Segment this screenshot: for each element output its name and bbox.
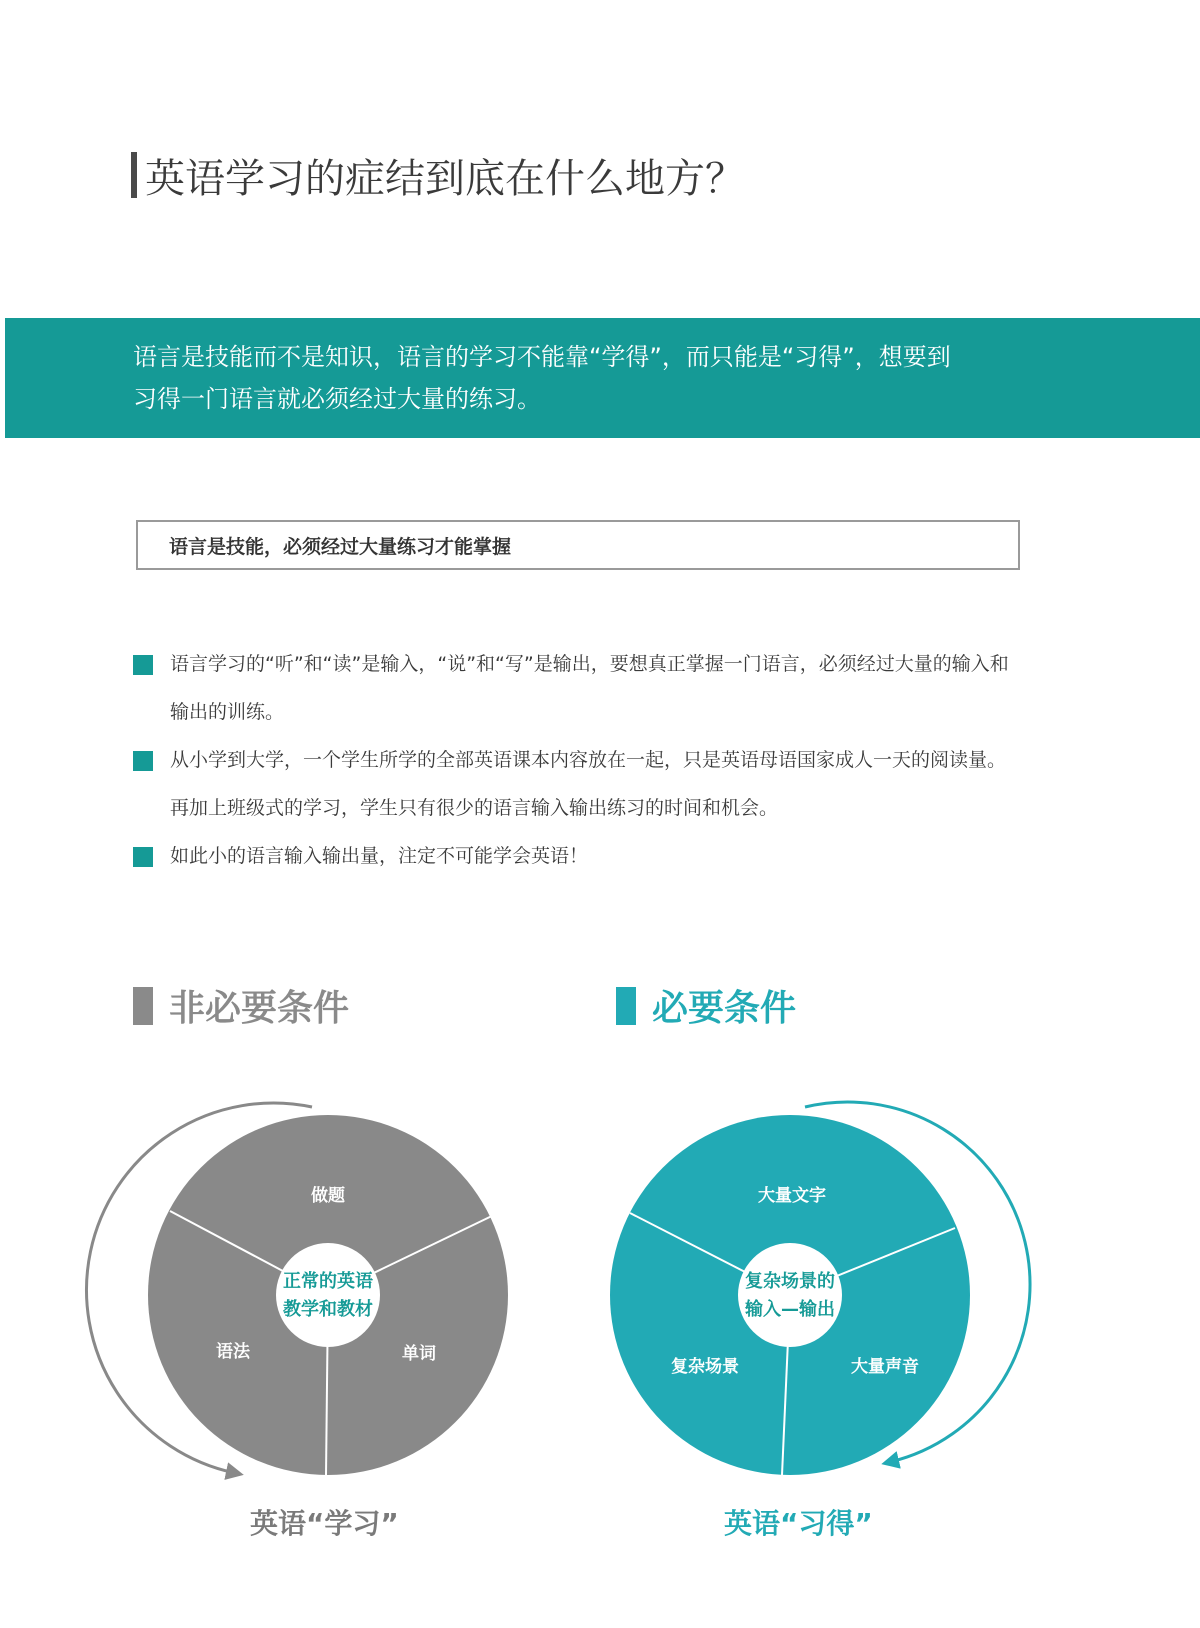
- boxed-heading-text: 语言是技能，必须经过大量练习才能掌握: [169, 535, 512, 558]
- heading-label: 必要条件: [652, 988, 797, 1029]
- heading-accent-bar: [133, 987, 153, 1025]
- page-title: [131, 150, 745, 200]
- center-label-line-2: 教学和教材: [283, 1299, 373, 1320]
- left-wheel: [86, 1103, 508, 1475]
- segment-label: 复杂场景: [671, 1357, 739, 1377]
- center-label-line-2: 输入—输出: [745, 1299, 835, 1320]
- segment-label: 做题: [311, 1186, 345, 1206]
- heading-accent-bar: [616, 987, 636, 1025]
- boxed-heading: [136, 520, 1020, 570]
- segment-label: 语法: [216, 1342, 250, 1362]
- left-caption: 英语“学习”: [250, 1507, 399, 1540]
- segment-label: 大量文字: [758, 1186, 826, 1206]
- right-caption: 英语“习得”: [724, 1507, 873, 1540]
- banner-line-2: 习得一门语言就必须经过大量的练习。: [133, 385, 541, 413]
- bullet-square-icon: [133, 751, 153, 771]
- wheel-center: [276, 1243, 380, 1347]
- list-item-text: 语言学习的“听”和“读”是输入，“说”和“写”是输出，要想真正掌握一门语言，必须经过大量的输入和输出的训练。: [170, 653, 1009, 723]
- list-item-text: 从小学到大学，一个学生所学的全部英语课本内容放在一起，只是英语母语国家成人一天的阅读量。再加上班级式的学习，学生只有很少的语言输入输出练习的时间和机会。: [170, 749, 1007, 819]
- heading-label: 非必要条件: [169, 988, 350, 1029]
- banner-line-1: 语言是技能而不是知识，语言的学习不能靠“学得”，而只能是“习得”，想要到: [133, 343, 951, 371]
- title-accent-bar: [131, 152, 137, 198]
- right-wheel: [610, 1102, 1030, 1475]
- list-item: [133, 832, 1023, 880]
- highlight-banner: [5, 318, 1200, 438]
- bullet-list: [133, 640, 1023, 880]
- page-title-text: 英语学习的症结到底在什么地方？: [145, 155, 745, 202]
- list-item: [133, 736, 1023, 832]
- bullet-square-icon: [133, 847, 153, 867]
- non-necessary-heading: [133, 980, 349, 1031]
- necessary-heading: [616, 980, 796, 1031]
- bullet-square-icon: [133, 655, 153, 675]
- segment-label: 单词: [402, 1344, 436, 1364]
- banner-text: [133, 336, 1033, 420]
- list-item: [133, 640, 1023, 736]
- center-label-line-1: 正常的英语: [283, 1271, 373, 1292]
- list-item-text: 如此小的语言输入输出量，注定不可能学会英语！: [170, 845, 589, 867]
- segment-label: 大量声音: [851, 1357, 919, 1377]
- center-label-line-1: 复杂场景的: [745, 1271, 835, 1292]
- wheel-center: [738, 1243, 842, 1347]
- cycle-diagrams: [0, 1080, 1200, 1490]
